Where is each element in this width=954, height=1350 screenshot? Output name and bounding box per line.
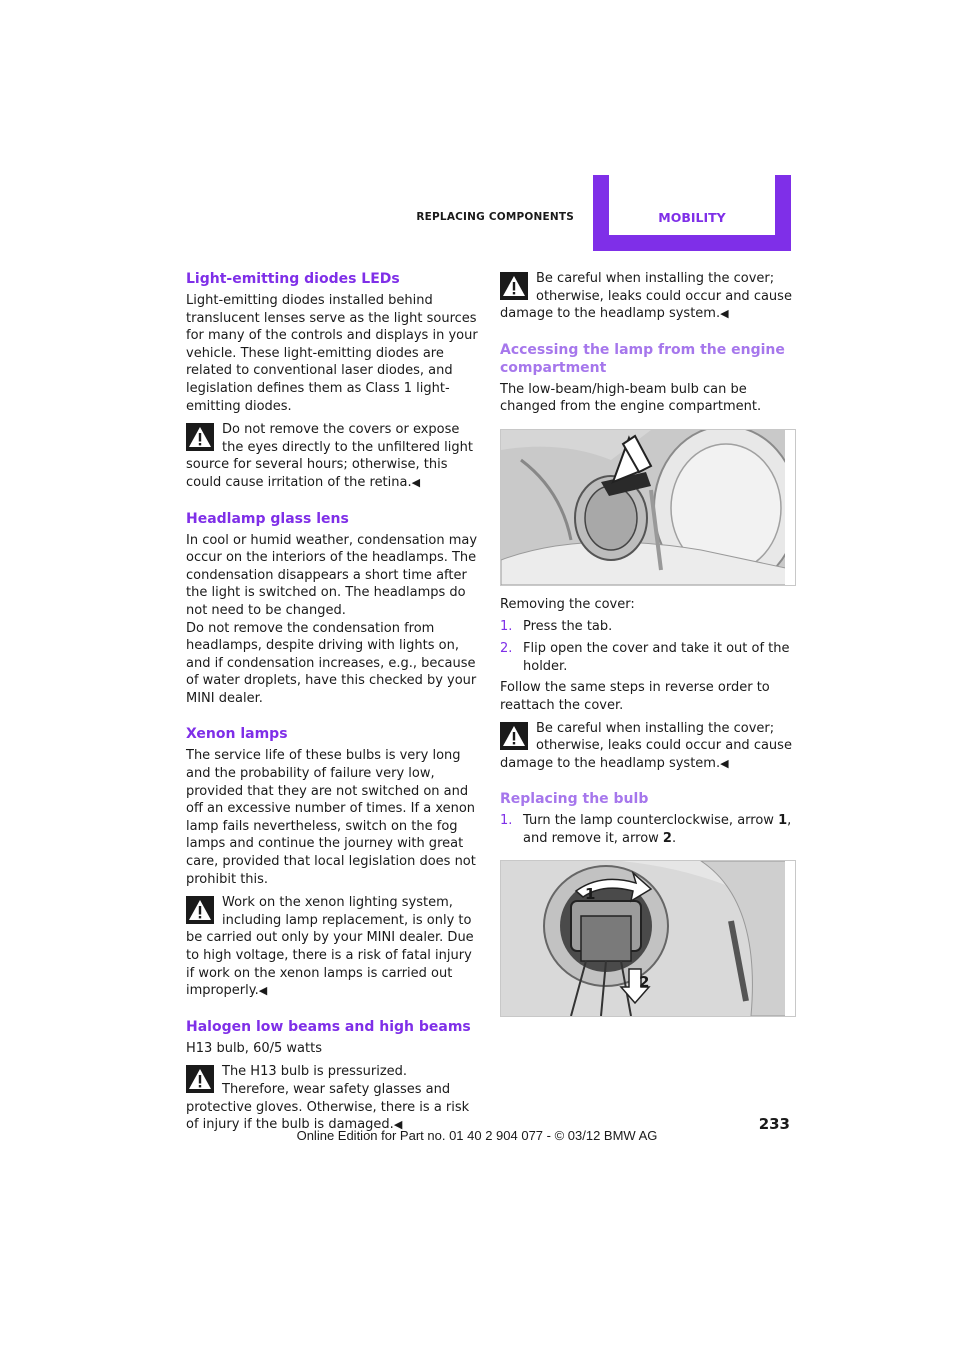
warning-icon bbox=[186, 423, 214, 451]
list-item: 1. Turn the lamp counterclockwise, arrow 1, and remove it, arrow 2. bbox=[500, 813, 792, 846]
warning-cover bbox=[500, 720, 792, 773]
heading-replace: Replacing the bulb bbox=[500, 791, 649, 808]
bulb-replacement-illustration bbox=[501, 861, 795, 1016]
halogen-body: H13 bulb, 60/5 watts bbox=[186, 1040, 322, 1056]
end-mark-icon: ◀ bbox=[411, 475, 421, 489]
arrow-2-label: 2 bbox=[639, 972, 650, 991]
list-item: 2. Flip open the cover and take it out of the holder. bbox=[500, 641, 790, 674]
warning-icon bbox=[186, 896, 214, 924]
glass-body-2: Do not remove the condensation from headlamps, despite driving with lights on, and if condensation increases, e.g., because of water droplets, have this checked by your MINI dealer. bbox=[186, 620, 477, 706]
glass-body-1: In cool or humid weather, condensation may occur on the interiors of the headlamps. The condensation disappears a short time after the light is switched on. The headlamps do not need to be changed. bbox=[186, 532, 478, 618]
replace-steps bbox=[500, 812, 792, 847]
end-mark-icon: ◀ bbox=[258, 984, 268, 998]
figure-bulb-replacement bbox=[500, 860, 796, 1017]
heading-xenon: Xenon lamps bbox=[186, 726, 288, 743]
warning-xenon-text: Work on the xenon lighting system, including lamp replacement, is only to be carried out only by your MINI dealer. Due to high voltage, there is a risk of fatal injury if work on the xenon lamps is carried out improperly. bbox=[186, 895, 474, 999]
heading-led: Light-emitting diodes LEDs bbox=[186, 271, 400, 287]
heading-access: Accessing the lamp from the engine compartment bbox=[500, 341, 785, 376]
warning-icon bbox=[500, 722, 528, 750]
figure-cover-removal bbox=[500, 429, 796, 586]
end-mark-icon: ◀ bbox=[393, 1118, 403, 1132]
removing-label: Removing the cover: bbox=[500, 596, 635, 612]
headlamp-cover-illustration bbox=[501, 430, 795, 585]
warning-cover-top bbox=[500, 270, 792, 323]
list-item: 1. Press the tab. bbox=[500, 618, 613, 634]
warning-led-text: Do not remove the covers or expose the eyes directly to the unfiltered light source for several hours; otherwise, this could cause irritation of the retina. bbox=[186, 422, 473, 490]
warning-icon bbox=[500, 272, 528, 300]
right-column bbox=[500, 270, 792, 1017]
warning-cover-text: Be careful when installing the cover; otherwise, leaks could occur and cause damage to the headlamp system. bbox=[500, 720, 792, 771]
warning-halogen bbox=[186, 1063, 478, 1133]
page-number: 233 bbox=[758, 1115, 790, 1133]
warning-led bbox=[186, 421, 478, 491]
left-column bbox=[186, 270, 478, 1134]
xenon-body: The service life of these bulbs is very long and the probability of failure very low, provided that they are not switched on and off an excessive number of times. If a xenon lamp fails nevertheless, switch on the fog lamps and continue the journey with great care, provided that local legislation does not prohibit this. bbox=[186, 748, 476, 887]
heading-glass: Headlamp glass lens bbox=[186, 510, 349, 527]
end-mark-icon: ◀ bbox=[720, 307, 729, 321]
warning-xenon bbox=[186, 894, 478, 1000]
arrow-1-label: 1 bbox=[585, 884, 596, 903]
footer-text: Online Edition for Part no. 01 40 2 904 077 - © 03/12 BMW AG bbox=[296, 1128, 658, 1143]
heading-halogen: Halogen low beams and high beams bbox=[186, 1018, 471, 1035]
cover-steps bbox=[500, 618, 792, 676]
access-body: The low-beam/high-beam bulb can be changed from the engine compartment. bbox=[500, 381, 762, 415]
chapter-tab-inner bbox=[609, 175, 775, 235]
end-mark-icon: ◀ bbox=[720, 756, 729, 770]
warning-cover-top-text: Be careful when installing the cover; otherwise, leaks could occur and cause damage to the headlamp system. bbox=[500, 271, 792, 322]
warning-halogen-text: The H13 bulb is pressurized. Therefore, wear safety glasses and protective gloves. Otherwise, there is a risk of injury if the bulb is damaged. bbox=[186, 1064, 470, 1133]
chapter-label: MOBILITY bbox=[658, 210, 726, 225]
section-title: REPLACING COMPONENTS bbox=[416, 211, 574, 223]
led-body: Light-emitting diodes installed behind translucent lenses serve as the light sources for many of the controls and displays in your vehicle. These light-emitting diodes are related to conventional laser diodes, and legislation defines them as Class 1 light-emitting diodes. bbox=[186, 293, 478, 414]
warning-icon bbox=[186, 1065, 214, 1093]
reverse-text: Follow the same steps in reverse order to reattach the cover. bbox=[500, 680, 770, 713]
